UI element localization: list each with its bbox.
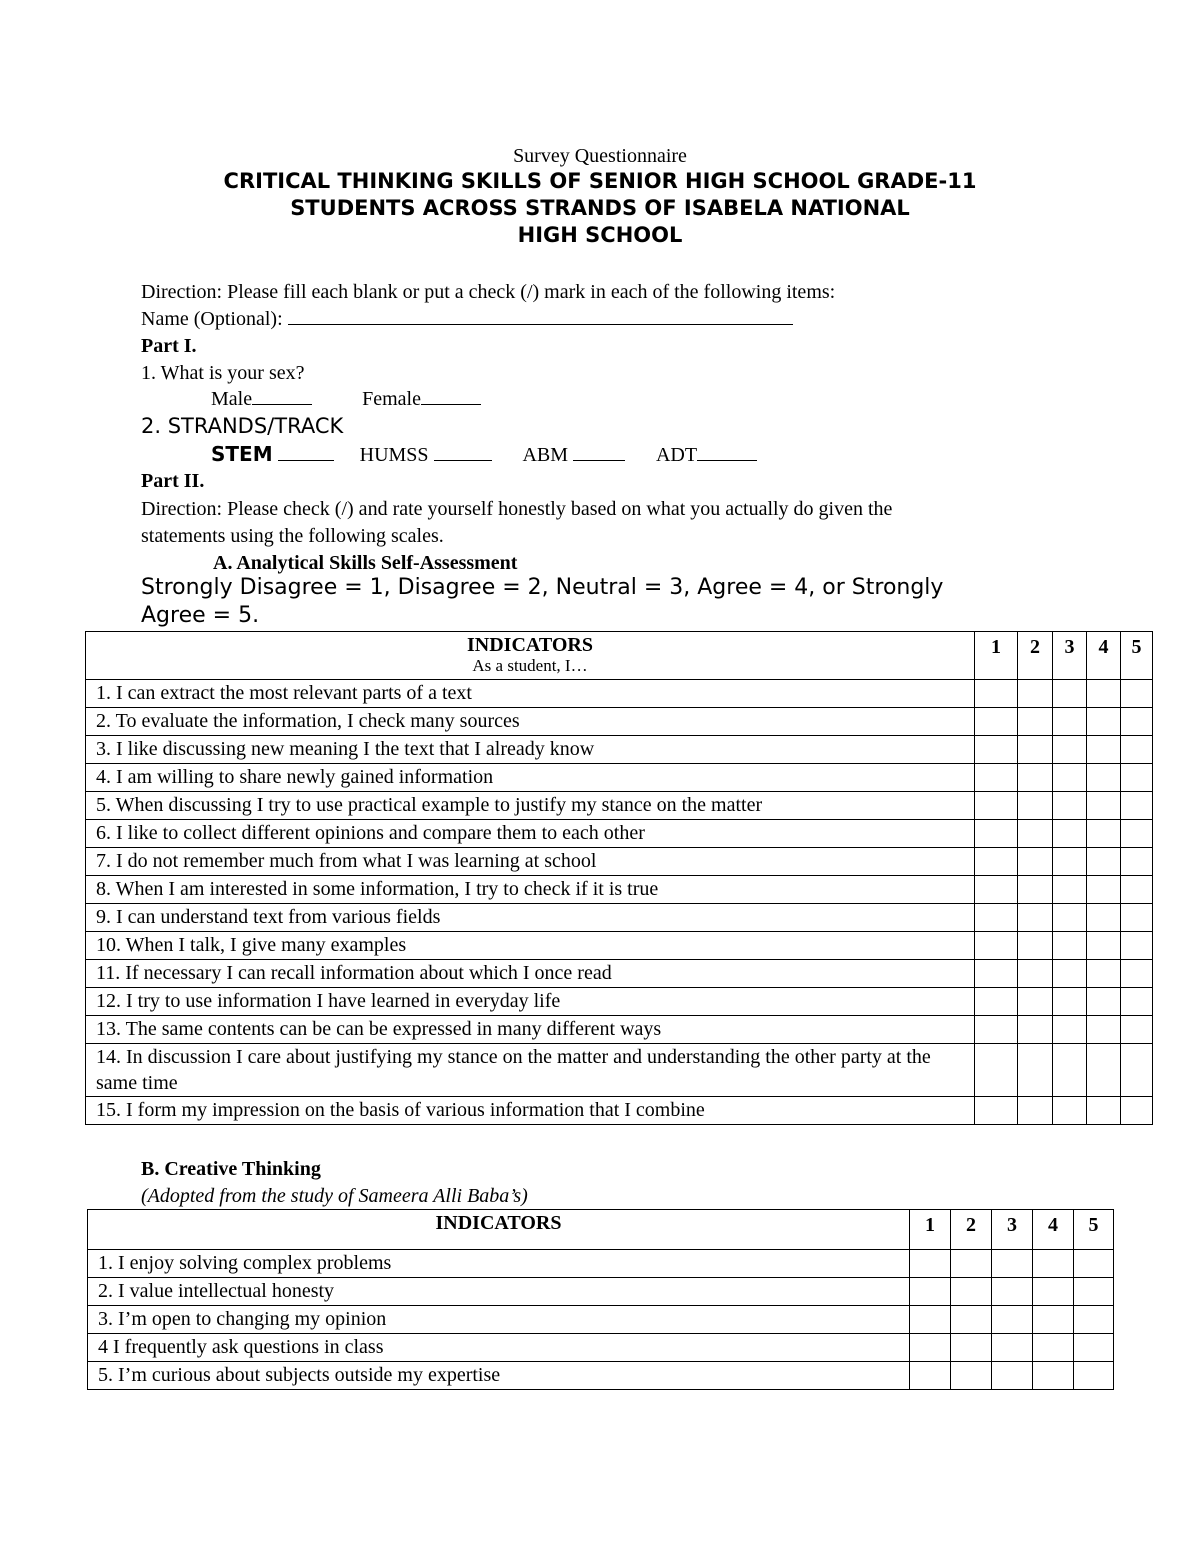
- rating-2-checkbox[interactable]: [951, 1362, 992, 1390]
- rating-5-checkbox[interactable]: [1074, 1250, 1114, 1278]
- part2-direction-line-2: statements using the following scales.: [141, 525, 444, 547]
- rating-5-checkbox[interactable]: [1074, 1362, 1114, 1390]
- rating-4-checkbox[interactable]: [1087, 1016, 1121, 1044]
- strand-adt-blank[interactable]: [697, 444, 757, 461]
- table-row: [86, 988, 1153, 1016]
- rating-5-checkbox[interactable]: [1121, 680, 1153, 708]
- table-row: [86, 1097, 1153, 1125]
- strand-options: [211, 441, 757, 468]
- rating-5-checkbox[interactable]: [1074, 1334, 1114, 1362]
- strand-abm-label: ABM: [522, 444, 569, 466]
- rating-1-checkbox[interactable]: [975, 820, 1018, 848]
- rating-4-checkbox[interactable]: [1087, 792, 1121, 820]
- rating-5-checkbox[interactable]: [1121, 960, 1153, 988]
- rating-5-checkbox[interactable]: [1074, 1278, 1114, 1306]
- indicator-cell: 9. I can understand text from various fields: [86, 904, 975, 932]
- table-a-header-row: [86, 632, 1153, 680]
- section-b-note: (Adopted from the study of Sameera Alli Baba’s): [141, 1185, 528, 1207]
- indicator-cell: 8. When I am interested in some information, I try to check if it is true: [86, 876, 975, 904]
- table-row: [88, 1278, 1114, 1306]
- scale-line-1: Strongly Disagree = 1, Disagree = 2, Neutral = 3, Agree = 4, or Strongly: [141, 575, 944, 600]
- table-b-body: [88, 1250, 1114, 1390]
- analytical-skills-table: [85, 631, 1153, 1125]
- rating-2-checkbox[interactable]: [1018, 1097, 1053, 1125]
- part2-direction-line-1: Direction: Please check (/) and rate yourself honestly based on what you actually do given the: [141, 498, 893, 520]
- rating-3-checkbox[interactable]: [1053, 792, 1087, 820]
- rating-2-checkbox[interactable]: [1018, 764, 1053, 792]
- table-b-indicators-header: [88, 1210, 910, 1250]
- survey-title-line-1: CRITICAL THINKING SKILLS OF SENIOR HIGH SCHOOL GRADE-11: [223, 169, 977, 193]
- rating-4-checkbox[interactable]: [1087, 820, 1121, 848]
- indicator-cell: 6. I like to collect different opinions and compare them to each other: [86, 820, 975, 848]
- rating-1-checkbox[interactable]: [975, 904, 1018, 932]
- rating-2-checkbox[interactable]: [1018, 1016, 1053, 1044]
- table-row: [86, 736, 1153, 764]
- rating-4-checkbox[interactable]: [1087, 680, 1121, 708]
- survey-title-line-2: STUDENTS ACROSS STRANDS OF ISABELA NATIONAL: [290, 196, 910, 220]
- female-label: Female: [362, 388, 421, 410]
- strand-stem-label: STEM: [211, 442, 273, 466]
- rating-3-checkbox[interactable]: [1053, 932, 1087, 960]
- rating-5-checkbox[interactable]: [1121, 904, 1153, 932]
- rating-5-checkbox[interactable]: [1121, 792, 1153, 820]
- indicator-cell: 5. When discussing I try to use practical example to justify my stance on the matter: [86, 792, 975, 820]
- rating-2-checkbox[interactable]: [1018, 1044, 1053, 1097]
- rating-2-checkbox[interactable]: [951, 1250, 992, 1278]
- rating-2-checkbox[interactable]: [1018, 736, 1053, 764]
- rating-1-checkbox[interactable]: [975, 680, 1018, 708]
- rating-1-checkbox[interactable]: [910, 1250, 951, 1278]
- rating-4-checkbox[interactable]: [1087, 960, 1121, 988]
- table-row: [86, 848, 1153, 876]
- indicator-cell: 5. I’m curious about subjects outside my expertise: [88, 1362, 910, 1390]
- rating-2-checkbox[interactable]: [1018, 876, 1053, 904]
- female-blank[interactable]: [421, 388, 481, 405]
- strand-humss-blank[interactable]: [434, 444, 492, 461]
- section-b-title: B. Creative Thinking: [141, 1158, 321, 1180]
- rating-2-checkbox[interactable]: [1018, 932, 1053, 960]
- survey-subtitle: Survey Questionnaire: [513, 145, 687, 167]
- rating-5-checkbox[interactable]: [1074, 1306, 1114, 1334]
- rating-2-checkbox[interactable]: [1018, 960, 1053, 988]
- indicator-cell: 11. If necessary I can recall information about which I once read: [86, 960, 975, 988]
- rating-2-checkbox[interactable]: [1018, 904, 1053, 932]
- sex-options: [211, 386, 481, 412]
- rating-3-checkbox[interactable]: [1053, 960, 1087, 988]
- rating-3-checkbox[interactable]: [992, 1306, 1033, 1334]
- table-a-rating-3-header: 3: [1053, 632, 1087, 680]
- rating-4-checkbox[interactable]: [1087, 988, 1121, 1016]
- indicator-cell: 4 I frequently ask questions in class: [88, 1334, 910, 1362]
- rating-3-checkbox[interactable]: [1053, 1016, 1087, 1044]
- document-heading: [0, 144, 1200, 249]
- indicator-cell: 14. In discussion I care about justifying my stance on the matter and understanding the other party at the same time: [86, 1044, 975, 1097]
- rating-2-checkbox[interactable]: [1018, 680, 1053, 708]
- rating-3-checkbox[interactable]: [992, 1278, 1033, 1306]
- rating-3-checkbox[interactable]: [992, 1334, 1033, 1362]
- rating-1-checkbox[interactable]: [975, 932, 1018, 960]
- table-row: [88, 1334, 1114, 1362]
- rating-3-checkbox[interactable]: [1053, 708, 1087, 736]
- rating-4-checkbox[interactable]: [1087, 764, 1121, 792]
- rating-3-checkbox[interactable]: [1053, 1097, 1087, 1125]
- table-a-indicators-header: [86, 632, 975, 680]
- part1-label: Part I.: [141, 335, 197, 357]
- rating-4-checkbox[interactable]: [1087, 932, 1121, 960]
- table-row: [86, 820, 1153, 848]
- survey-title-line-3: HIGH SCHOOL: [517, 223, 683, 247]
- indicator-cell: 3. I like discussing new meaning I the text that I already know: [86, 736, 975, 764]
- indicator-cell: 4. I am willing to share newly gained information: [86, 764, 975, 792]
- rating-1-checkbox[interactable]: [910, 1362, 951, 1390]
- question-sex: 1. What is your sex?: [141, 362, 305, 384]
- table-a-header-label: INDICATORS: [467, 634, 593, 656]
- part2-label: Part II.: [141, 470, 205, 492]
- rating-1-checkbox[interactable]: [975, 792, 1018, 820]
- rating-4-checkbox[interactable]: [1087, 876, 1121, 904]
- rating-5-checkbox[interactable]: [1121, 988, 1153, 1016]
- rating-1-checkbox[interactable]: [910, 1334, 951, 1362]
- table-a-rating-2-header: 2: [1018, 632, 1053, 680]
- rating-5-checkbox[interactable]: [1121, 764, 1153, 792]
- section-a-title: A. Analytical Skills Self-Assessment: [213, 552, 518, 574]
- rating-4-checkbox[interactable]: [1087, 1097, 1121, 1125]
- rating-5-checkbox[interactable]: [1121, 736, 1153, 764]
- male-label: Male: [211, 388, 253, 410]
- rating-2-checkbox[interactable]: [1018, 988, 1053, 1016]
- strand-adt-label: ADT: [655, 444, 698, 466]
- indicator-cell: 7. I do not remember much from what I was learning at school: [86, 848, 975, 876]
- name-field-row: [141, 306, 793, 332]
- table-a-rating-1-header: 1: [975, 632, 1018, 680]
- rating-2-checkbox[interactable]: [1018, 792, 1053, 820]
- table-b-rating-1-header: 1: [910, 1210, 951, 1250]
- table-a-rating-5-header: 5: [1121, 632, 1153, 680]
- rating-3-checkbox[interactable]: [1053, 764, 1087, 792]
- rating-1-checkbox[interactable]: [975, 960, 1018, 988]
- table-a-body: [86, 680, 1153, 1125]
- question-strands: 2. STRANDS/TRACK: [141, 414, 344, 438]
- indicator-cell: 12. I try to use information I have learned in everyday life: [86, 988, 975, 1016]
- rating-2-checkbox[interactable]: [1018, 820, 1053, 848]
- table-b-header-row: [88, 1210, 1114, 1250]
- rating-5-checkbox[interactable]: [1121, 820, 1153, 848]
- table-a-rating-4-header: 4: [1087, 632, 1121, 680]
- scale-line-2: Agree = 5.: [141, 603, 260, 628]
- rating-4-checkbox[interactable]: [1033, 1278, 1074, 1306]
- strand-abm-blank[interactable]: [573, 444, 625, 461]
- rating-4-checkbox[interactable]: [1087, 708, 1121, 736]
- rating-5-checkbox[interactable]: [1121, 1044, 1153, 1097]
- table-row: [86, 764, 1153, 792]
- indicator-cell: 15. I form my impression on the basis of various information that I combine: [86, 1097, 975, 1125]
- table-row: [86, 876, 1153, 904]
- name-label: Name (Optional):: [141, 308, 283, 330]
- rating-5-checkbox[interactable]: [1121, 1016, 1153, 1044]
- table-row: [88, 1250, 1114, 1278]
- rating-4-checkbox[interactable]: [1033, 1250, 1074, 1278]
- indicator-cell: 13. The same contents can be can be expressed in many different ways: [86, 1016, 975, 1044]
- strand-stem-blank[interactable]: [278, 444, 334, 461]
- rating-3-checkbox[interactable]: [1053, 680, 1087, 708]
- rating-2-checkbox[interactable]: [1018, 848, 1053, 876]
- rating-2-checkbox[interactable]: [951, 1334, 992, 1362]
- table-b-rating-3-header: 3: [992, 1210, 1033, 1250]
- rating-5-checkbox[interactable]: [1121, 848, 1153, 876]
- rating-2-checkbox[interactable]: [951, 1306, 992, 1334]
- rating-4-checkbox[interactable]: [1033, 1334, 1074, 1362]
- table-row: [88, 1306, 1114, 1334]
- rating-3-checkbox[interactable]: [1053, 736, 1087, 764]
- rating-4-checkbox[interactable]: [1087, 904, 1121, 932]
- rating-1-checkbox[interactable]: [975, 708, 1018, 736]
- rating-4-checkbox[interactable]: [1087, 1044, 1121, 1097]
- table-b-rating-5-header: 5: [1074, 1210, 1114, 1250]
- indicator-cell: 2. To evaluate the information, I check many sources: [86, 708, 975, 736]
- name-blank[interactable]: [288, 308, 793, 325]
- rating-1-checkbox[interactable]: [975, 876, 1018, 904]
- table-row: [88, 1362, 1114, 1390]
- rating-3-checkbox[interactable]: [1053, 1044, 1087, 1097]
- table-row: [86, 932, 1153, 960]
- rating-1-checkbox[interactable]: [910, 1278, 951, 1306]
- indicator-cell: 2. I value intellectual honesty: [88, 1278, 910, 1306]
- rating-2-checkbox[interactable]: [1018, 708, 1053, 736]
- rating-5-checkbox[interactable]: [1121, 932, 1153, 960]
- table-row: [86, 904, 1153, 932]
- rating-1-checkbox[interactable]: [975, 764, 1018, 792]
- male-blank[interactable]: [252, 388, 312, 405]
- rating-3-checkbox[interactable]: [1053, 988, 1087, 1016]
- rating-3-checkbox[interactable]: [992, 1362, 1033, 1390]
- rating-3-checkbox[interactable]: [992, 1250, 1033, 1278]
- indicator-cell: 10. When I talk, I give many examples: [86, 932, 975, 960]
- rating-1-checkbox[interactable]: [975, 988, 1018, 1016]
- rating-1-checkbox[interactable]: [975, 1016, 1018, 1044]
- rating-3-checkbox[interactable]: [1053, 904, 1087, 932]
- indicator-cell: 1. I enjoy solving complex problems: [88, 1250, 910, 1278]
- rating-2-checkbox[interactable]: [951, 1278, 992, 1306]
- rating-5-checkbox[interactable]: [1121, 876, 1153, 904]
- rating-1-checkbox[interactable]: [975, 1097, 1018, 1125]
- table-b-rating-2-header: 2: [951, 1210, 992, 1250]
- rating-3-checkbox[interactable]: [1053, 848, 1087, 876]
- rating-1-checkbox[interactable]: [975, 736, 1018, 764]
- rating-3-checkbox[interactable]: [1053, 820, 1087, 848]
- rating-1-checkbox[interactable]: [975, 848, 1018, 876]
- creative-thinking-table: [87, 1209, 1114, 1390]
- strand-humss-label: HUMSS: [359, 444, 429, 466]
- table-b-rating-4-header: 4: [1033, 1210, 1074, 1250]
- table-row: [86, 792, 1153, 820]
- rating-5-checkbox[interactable]: [1121, 1097, 1153, 1125]
- rating-3-checkbox[interactable]: [1053, 876, 1087, 904]
- rating-4-checkbox[interactable]: [1033, 1362, 1074, 1390]
- table-row: [86, 1016, 1153, 1044]
- indicator-cell: 1. I can extract the most relevant parts of a text: [86, 680, 975, 708]
- indicator-cell: 3. I’m open to changing my opinion: [88, 1306, 910, 1334]
- table-row: [86, 708, 1153, 736]
- table-row: [86, 1044, 1153, 1097]
- table-a-subheader: As a student, I…: [472, 656, 588, 675]
- rating-1-checkbox[interactable]: [910, 1306, 951, 1334]
- table-row: [86, 960, 1153, 988]
- rating-1-checkbox[interactable]: [975, 1044, 1018, 1097]
- rating-5-checkbox[interactable]: [1121, 708, 1153, 736]
- rating-4-checkbox[interactable]: [1033, 1306, 1074, 1334]
- rating-4-checkbox[interactable]: [1087, 848, 1121, 876]
- table-row: [86, 680, 1153, 708]
- rating-4-checkbox[interactable]: [1087, 736, 1121, 764]
- intro-direction: Direction: Please fill each blank or put a check (/) mark in each of the following items:: [141, 281, 836, 303]
- table-b-header-label: INDICATORS: [435, 1212, 562, 1234]
